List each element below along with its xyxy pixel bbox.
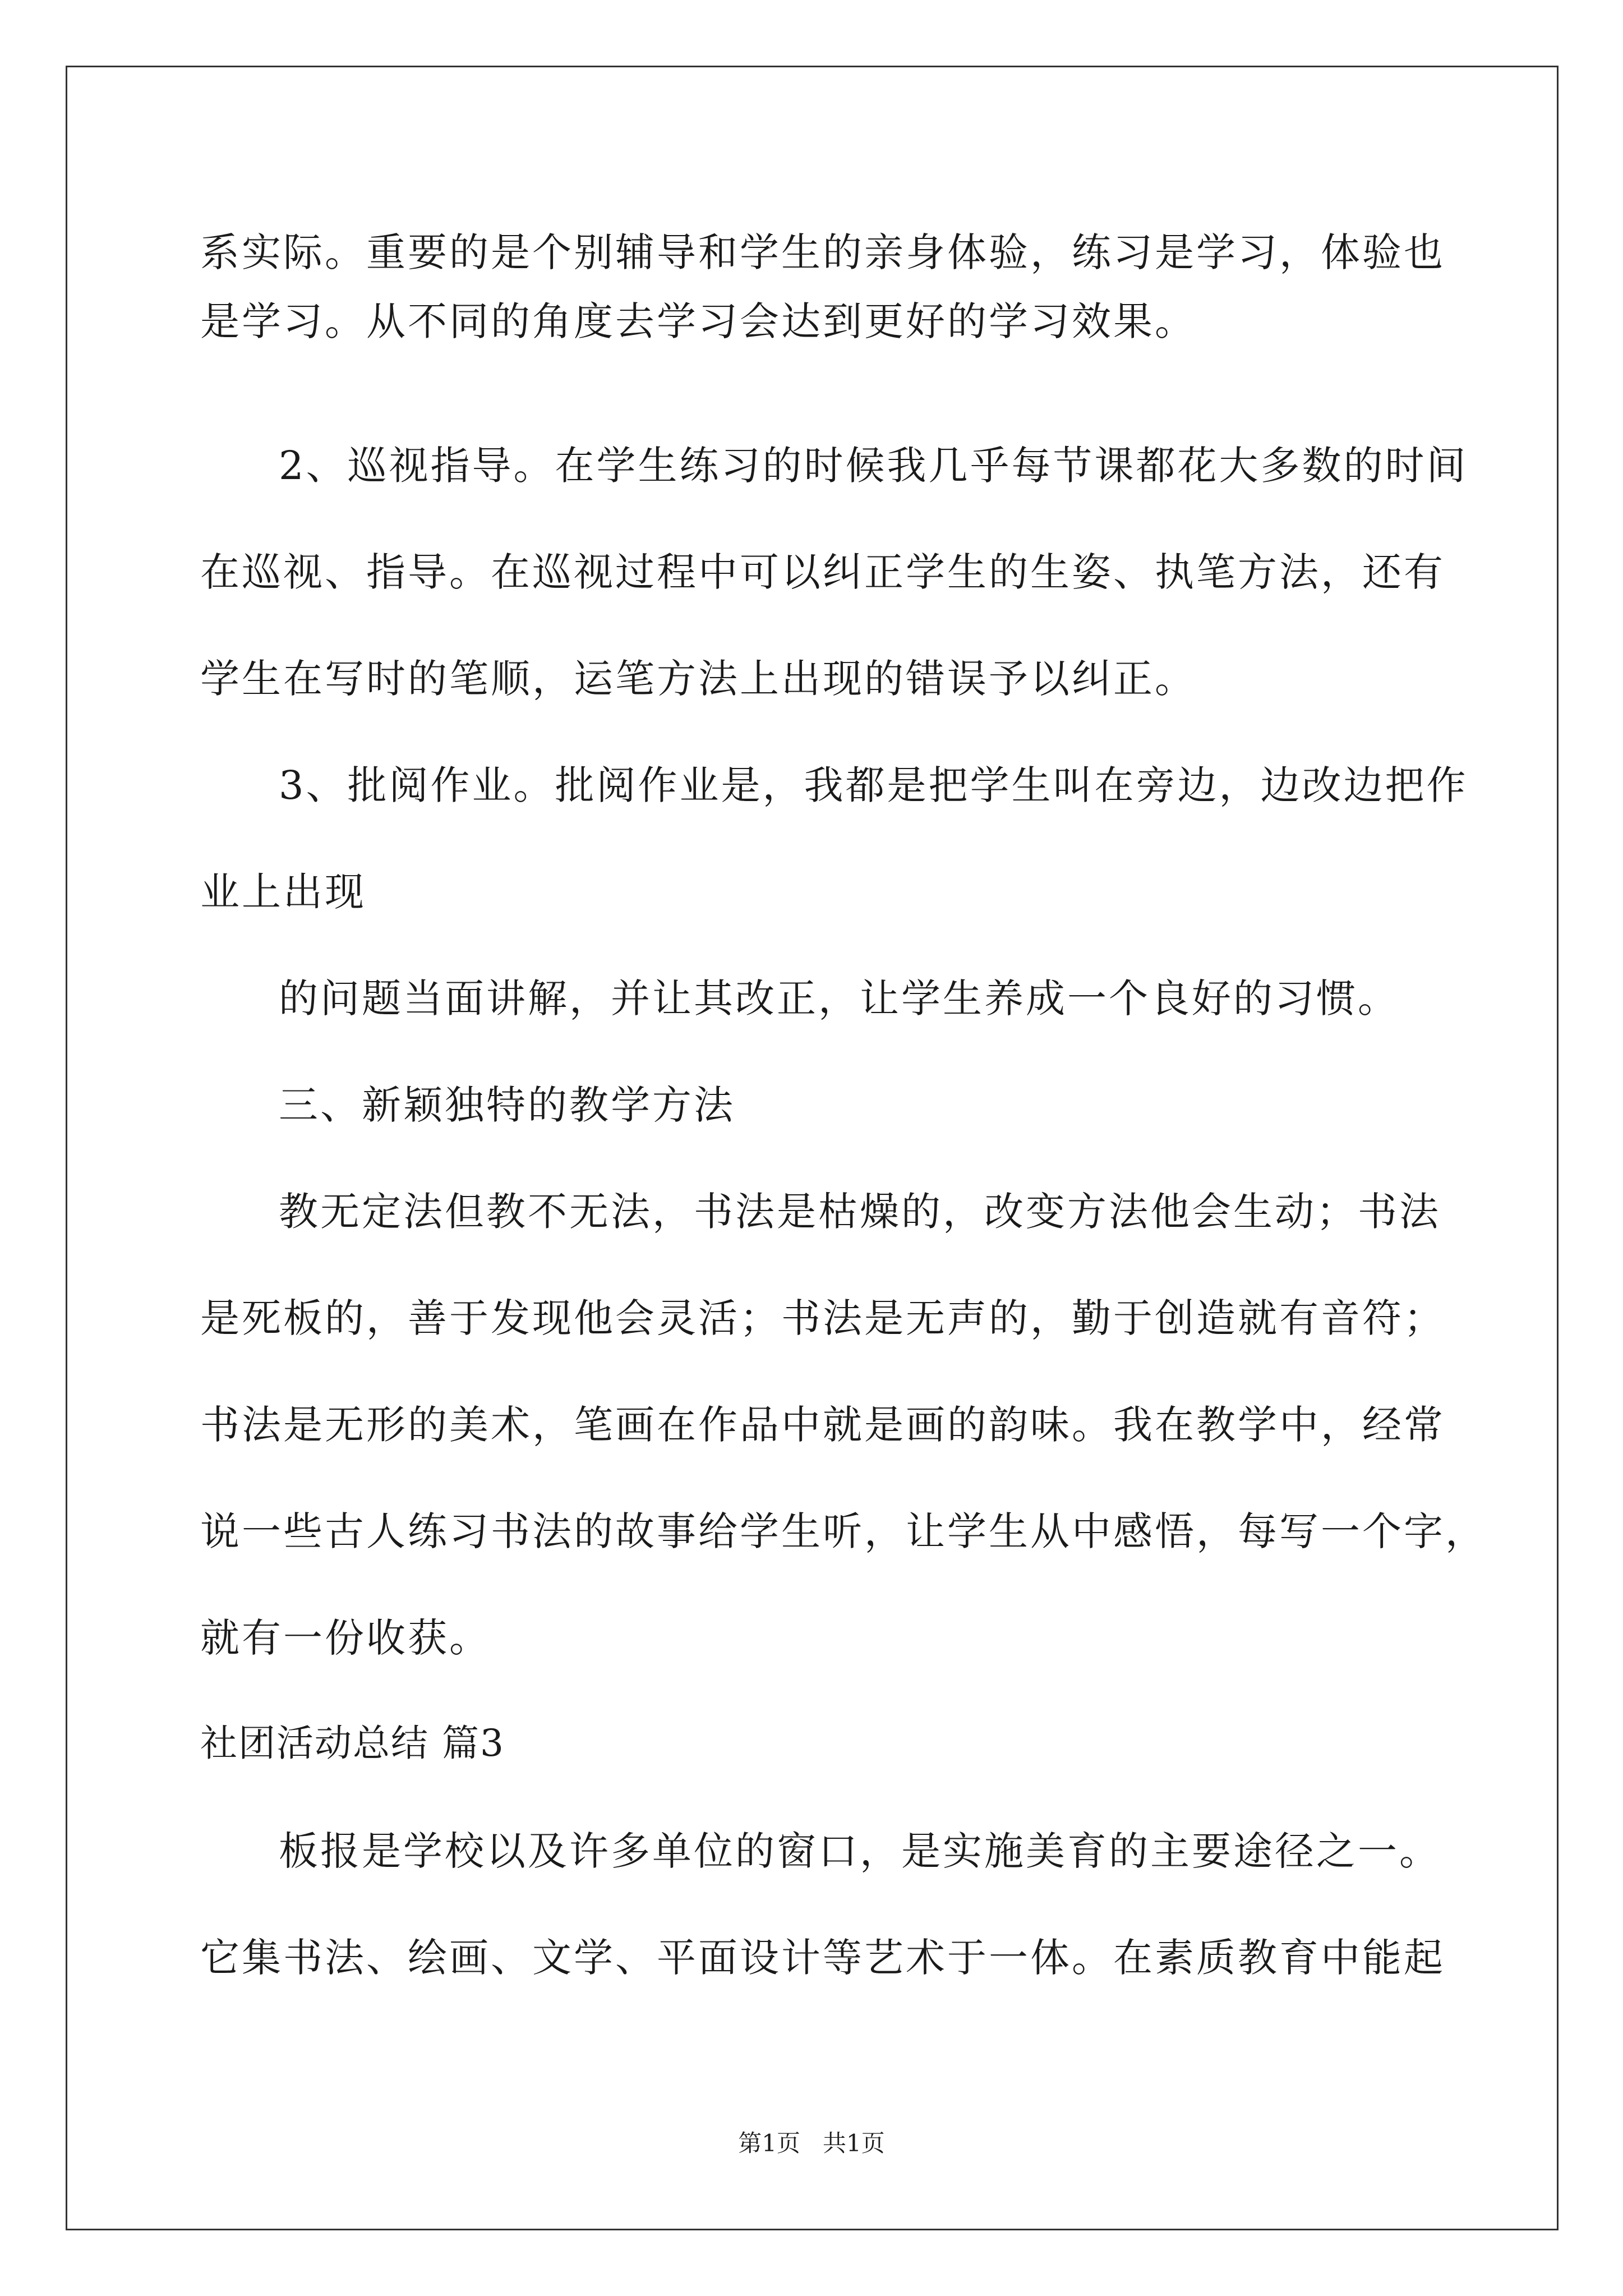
paragraph-6-line-3: 书法是无形的美术，笔画在作品中就是画的韵味。我在教学中，经常: [200, 1402, 1445, 1448]
paragraph-2-line-2: 在巡视、指导。在巡视过程中可以纠正学生的生姿、执笔方法，还有: [200, 549, 1445, 595]
paragraph-6-line-1: 教无定法但教不无法，书法是枯燥的，改变方法他会生动；书法: [279, 1189, 1441, 1235]
paragraph-4-line-1: 的问题当面讲解，并让其改正，让学生养成一个良好的习惯。: [279, 976, 1399, 1022]
section-heading-teaching-methods: 三、新颖独特的教学方法: [279, 1082, 735, 1128]
paragraph-2-line-3: 学生在写时的笔顺，运笔方法上出现的错误予以纠正。: [200, 656, 1196, 702]
paragraph-2-line-1: 2、巡视指导。在学生练习的时候我几乎每节课都花大多数的时间: [279, 443, 1468, 489]
paragraph-7-line-1: 板报是学校以及许多单位的窗口，是实施美育的主要途径之一。: [279, 1828, 1441, 1874]
paragraph-6-line-2: 是死板的，善于发现他会灵活；书法是无声的，勤于创造就有音符；: [200, 1295, 1445, 1341]
paragraph-6-line-5: 就有一份收获。: [200, 1615, 491, 1661]
paragraph-1-line-2: 是学习。从不同的角度去学习会达到更好的学习效果。: [200, 298, 1196, 344]
paragraph-3-line-1: 3、批阅作业。批阅作业是，我都是把学生叫在旁边，边改边把作: [279, 762, 1468, 808]
paragraph-6-line-4: 说一些古人练习书法的故事给学生听，让学生从中感悟，每写一个字，: [200, 1508, 1487, 1554]
paragraph-7-line-2: 它集书法、绘画、文学、平面设计等艺术于一体。在素质教育中能起: [200, 1935, 1445, 1981]
page-footer: 第1页 共1页: [738, 2129, 885, 2157]
section-title: 社团活动总结 篇3: [200, 1722, 505, 1765]
page-border: [66, 66, 1559, 2230]
paragraph-1-line-1: 系实际。重要的是个别辅导和学生的亲身体验，练习是学习，体验也: [200, 229, 1445, 275]
paragraph-3-line-2: 业上出现: [200, 869, 366, 915]
